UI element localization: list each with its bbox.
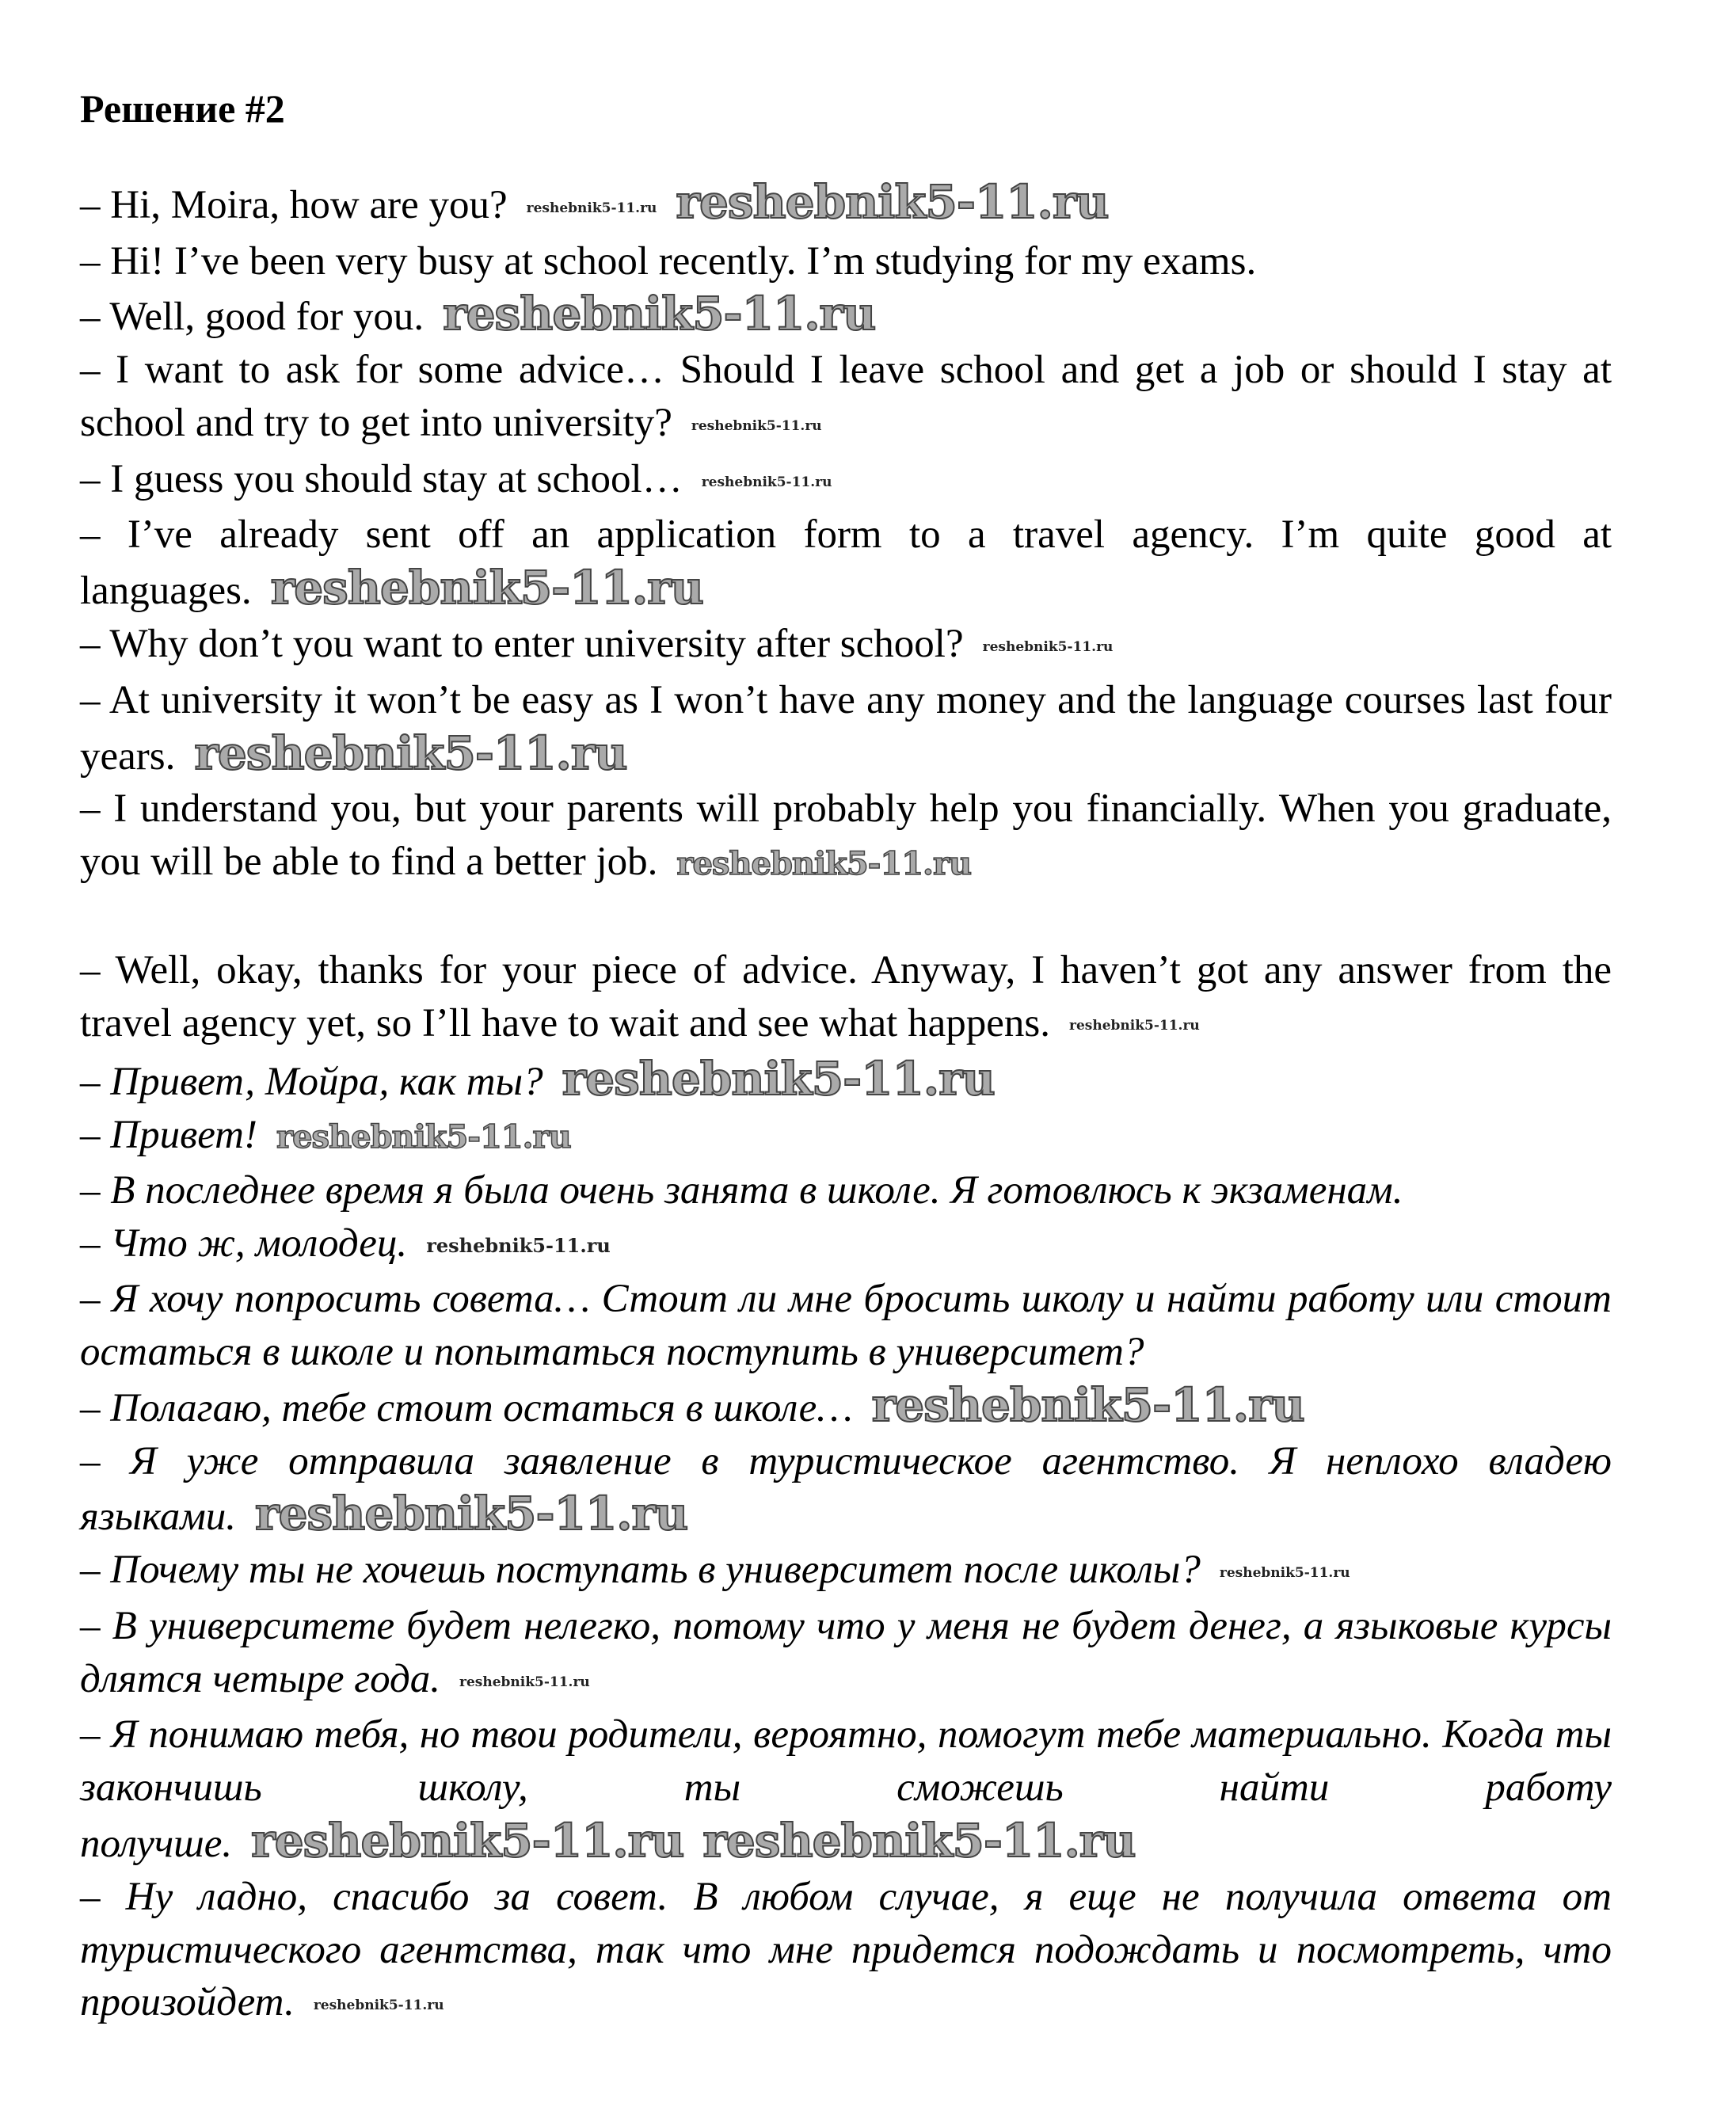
russian-paragraph — [80, 1164, 1612, 1217]
watermark: reshebnik5-11.ru — [459, 1674, 590, 1690]
russian-line: – Полагаю, тебе стоит остаться в школе… — [80, 1385, 853, 1430]
russian-paragraph — [80, 1109, 1612, 1164]
blank-line — [80, 891, 1612, 944]
watermark: reshebnik5-11.ru — [982, 638, 1114, 655]
russian-paragraph — [80, 1544, 1612, 1600]
english-line: – Hi, Moira, how are you? — [80, 183, 508, 227]
russian-paragraph — [80, 1435, 1612, 1544]
russian-line: – Ну ладно, спасибо за совет. В любом случае, я еще не получила ответа от туристического агентства, так что мне придется подождать и посмотреть, что произойдет. — [80, 1874, 1612, 2025]
watermark: reshebnik5-11.ru — [313, 1997, 444, 2014]
russian-paragraph — [80, 1708, 1612, 1870]
watermark: reshebnik5-11.ru — [1068, 1018, 1200, 1034]
russian-line: – Я понимаю тебя, но твои родители, вероятно, помогут тебе материально. Когда ты закончишь школу, ты сможешь найти работу получше. — [80, 1712, 1612, 1867]
watermark: reshebnik5-11.ru — [691, 417, 822, 434]
russian-paragraph — [80, 1053, 1612, 1109]
watermark: reshebnik5-11.ru — [276, 1118, 571, 1156]
watermark: reshebnik5-11.ru — [702, 1814, 1136, 1868]
english-line: – Hi! I’ve been very busy at school recently. I’m studying for my exams. — [80, 238, 1257, 284]
watermark: reshebnik5-11.ru — [676, 175, 1109, 229]
russian-paragraph — [80, 1217, 1612, 1274]
english-line: – Well, good for you. — [80, 295, 424, 340]
english-line: – Why don’t you want to enter university after school? — [80, 622, 964, 667]
english-line: – I understand you, but your parents will probably help you financially. When you graduate, you will be able to find a better job. — [80, 786, 1612, 885]
watermark: reshebnik5-11.ru — [443, 287, 876, 341]
page-title: Решение #2 — [80, 86, 285, 131]
russian-line: – Привет! — [80, 1113, 257, 1157]
english-line: – I’ve already sent off an application form to a travel agency. I’m quite good at languages. — [80, 512, 1612, 614]
russian-paragraph — [80, 1273, 1612, 1379]
watermark: reshebnik5-11.ru — [194, 725, 627, 780]
english-paragraph — [80, 508, 1612, 618]
english-paragraph — [80, 783, 1612, 891]
english-line: – I guess you should stay at school… — [80, 456, 683, 501]
russian-paragraph — [80, 1600, 1612, 1708]
russian-line: – Я хочу попросить совета… Стоит ли мне бросить школу и найти работу или стоит остаться в школе и попытаться поступить в университет? — [80, 1277, 1612, 1375]
russian-line: – Почему ты не хочешь поступать в университет после школы? — [80, 1548, 1201, 1593]
watermark: reshebnik5-11.ru — [871, 1377, 1304, 1432]
russian-line: – Я уже отправила заявление в туристическое агентство. Я неплохо владею языками. — [80, 1438, 1612, 1540]
english-line: – I want to ask for some advice… Should I leave school and get a job or should I stay at school and try to get into university? — [80, 348, 1612, 446]
english-paragraph — [80, 453, 1612, 509]
russian-paragraph — [80, 1379, 1612, 1435]
watermark: reshebnik5-11.ru — [701, 474, 832, 490]
watermark: reshebnik5-11.ru — [255, 1487, 688, 1541]
watermark: reshebnik5-11.ru — [426, 1234, 611, 1258]
russian-line: – Что ж, молодец. — [80, 1221, 408, 1266]
russian-line: – В последнее время я была очень занята в школе. Я готовлюсь к экзаменам. — [80, 1167, 1403, 1213]
watermark: reshebnik5-11.ru — [676, 845, 972, 883]
russian-line: – В университете будет нелегко, потому что у меня не будет денег, а языковые курсы длятся четыре года. — [80, 1603, 1612, 1701]
russian-paragraph — [80, 1871, 1612, 2032]
english-paragraph — [80, 344, 1612, 452]
english-paragraph — [80, 944, 1612, 1053]
english-line: – At university it won’t be easy as I won’t have any money and the language courses last four years. — [80, 677, 1612, 779]
dialogue-text — [80, 176, 1612, 2032]
english-paragraph — [80, 674, 1612, 783]
english-paragraph — [80, 176, 1612, 235]
english-paragraph — [80, 618, 1612, 674]
english-line: – Well, okay, thanks for your piece of advice. Anyway, I haven’t got any answer from the travel agency yet, so I’ll have to wait and see what happens. — [80, 947, 1612, 1045]
english-paragraph — [80, 235, 1612, 288]
watermark: reshebnik5-11.ru — [1219, 1565, 1350, 1582]
watermark: reshebnik5-11.ru — [251, 1814, 684, 1868]
watermark: reshebnik5-11.ru — [270, 561, 703, 615]
watermark: reshebnik5-11.ru — [562, 1052, 995, 1106]
watermark: reshebnik5-11.ru — [526, 200, 657, 216]
english-paragraph — [80, 288, 1612, 344]
russian-line: – Привет, Мойра, как ты? — [80, 1060, 543, 1105]
